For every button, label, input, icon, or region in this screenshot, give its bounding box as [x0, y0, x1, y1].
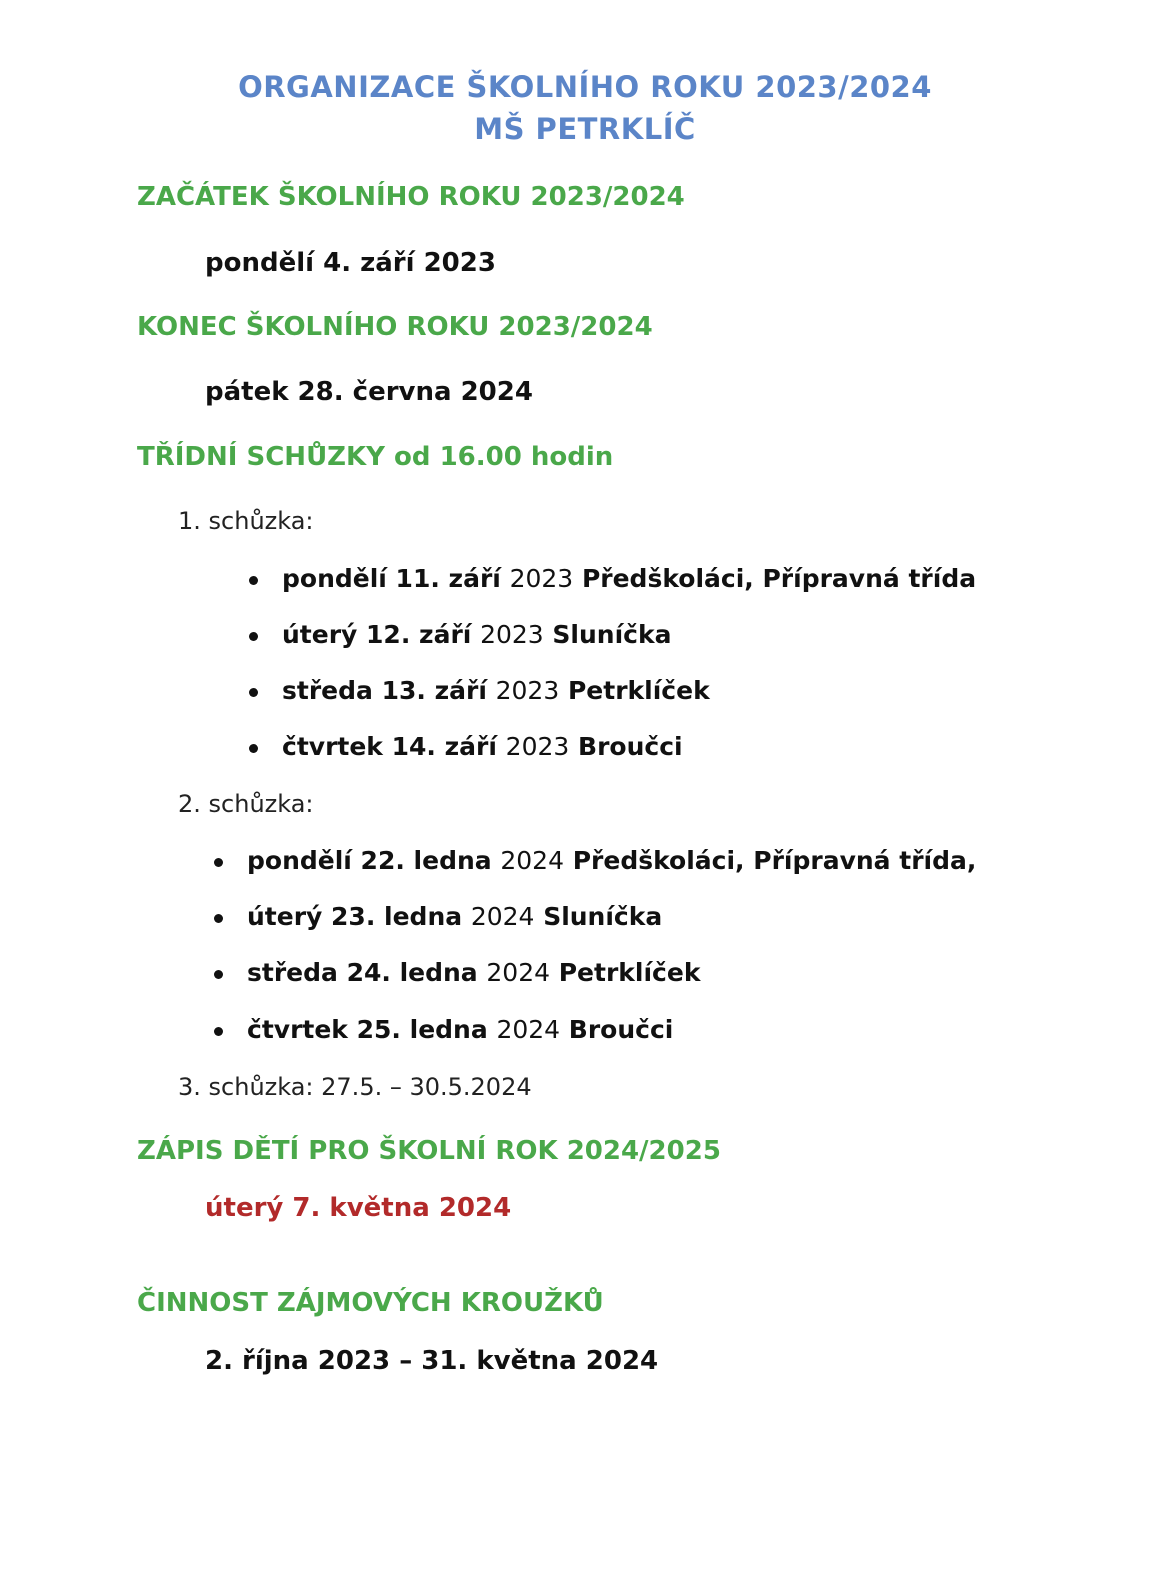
meeting-day: středa 13. září: [282, 676, 487, 705]
meeting-day: čtvrtek 25. ledna: [247, 1015, 488, 1044]
bullet-icon: [214, 858, 223, 867]
meeting-day: čtvrtek 14. září: [282, 732, 497, 761]
end-heading: KONEC ŠKOLNÍHO ROKU 2023/2024: [137, 312, 653, 342]
meeting-year: 2023: [509, 564, 574, 593]
meetings-heading: TŘÍDNÍ SCHŮZKY od 16.00 hodin: [137, 442, 614, 472]
second-meeting-label: 2. schůzka:: [178, 790, 314, 818]
page-title-line-2: MŠ PETRKLÍČ: [474, 112, 696, 146]
enrollment-date: úterý 7. května 2024: [205, 1193, 512, 1223]
bullet-icon: [214, 914, 223, 923]
bullet-icon: [249, 744, 258, 753]
meeting-group: Sluníčka: [543, 902, 663, 931]
meeting-year: 2024: [470, 902, 535, 931]
bullet-icon: [249, 688, 258, 697]
meeting-day: úterý 23. ledna: [247, 902, 463, 931]
meeting-day: pondělí 22. ledna: [247, 846, 492, 875]
bullet-icon: [249, 576, 258, 585]
page-title-line-1: ORGANIZACE ŠKOLNÍHO ROKU 2023/2024: [238, 70, 932, 104]
enrollment-heading: ZÁPIS DĚTÍ PRO ŠKOLNÍ ROK 2024/2025: [137, 1136, 721, 1166]
meeting-day: úterý 12. září: [282, 620, 472, 649]
meeting-group: Petrklíček: [558, 958, 701, 987]
clubs-heading: ČINNOST ZÁJMOVÝCH KROUŽKŮ: [137, 1288, 604, 1318]
start-heading: ZAČÁTEK ŠKOLNÍHO ROKU 2023/2024: [137, 182, 685, 212]
bullet-icon: [214, 1027, 223, 1036]
meeting-year: 2024: [496, 1015, 561, 1044]
meeting-year: 2023: [505, 732, 570, 761]
meeting-year: 2024: [500, 846, 564, 875]
meeting-group: Petrklíček: [567, 676, 710, 705]
meeting-group: Předškoláci, Přípravná třída,: [572, 846, 977, 875]
meeting-year: 2024: [486, 958, 551, 987]
meeting-day: pondělí 11. září: [282, 564, 501, 593]
end-date: pátek 28. června 2024: [205, 377, 533, 407]
meeting-group: Broučci: [578, 732, 683, 761]
meeting-group: Sluníčka: [552, 620, 672, 649]
bullet-icon: [214, 970, 223, 979]
meeting-year: 2023: [495, 676, 560, 705]
meeting-group: Předškoláci, Přípravná třída: [581, 564, 977, 593]
clubs-date: 2. října 2023 – 31. května 2024: [205, 1346, 659, 1376]
third-meeting-label: 3. schůzka: 27.5. – 30.5.2024: [178, 1073, 532, 1101]
start-date: pondělí 4. září 2023: [205, 248, 496, 278]
meeting-group: Broučci: [568, 1015, 674, 1044]
bullet-icon: [249, 632, 258, 641]
first-meeting-label: 1. schůzka:: [178, 507, 314, 535]
meeting-day: středa 24. ledna: [247, 958, 478, 987]
meeting-year: 2023: [480, 620, 544, 649]
